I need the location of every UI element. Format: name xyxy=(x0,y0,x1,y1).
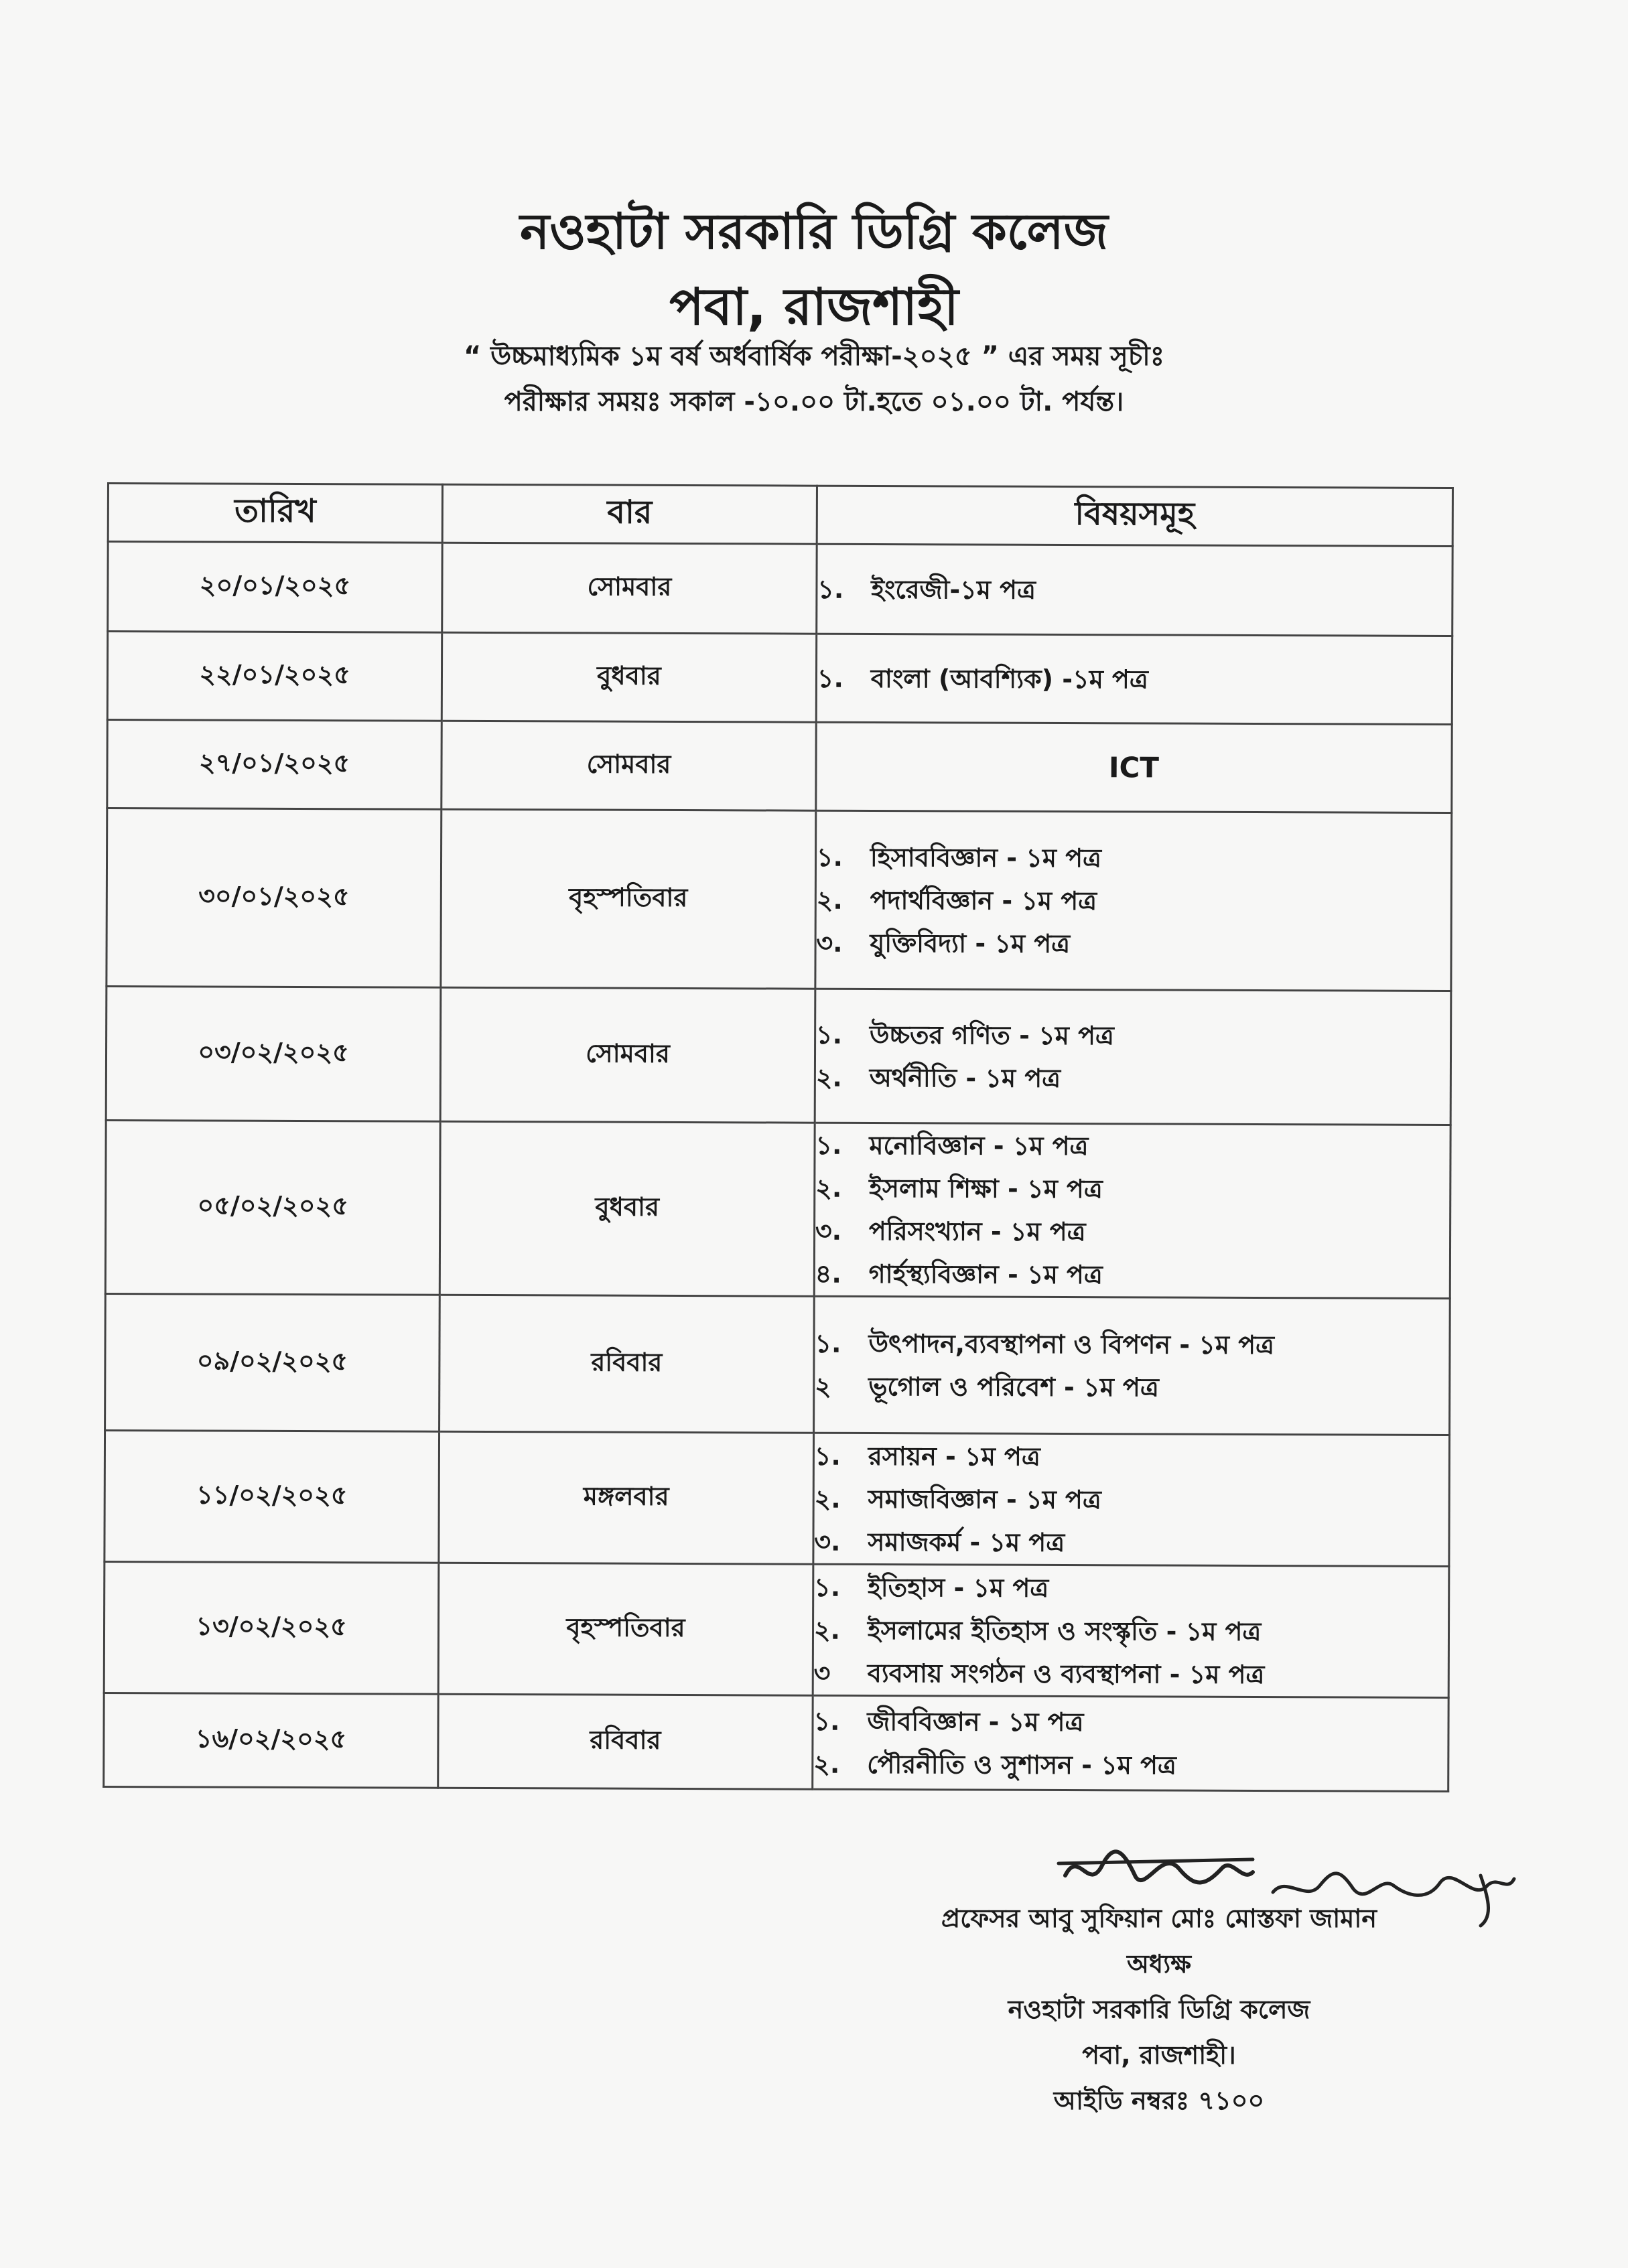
subject-number: ১. xyxy=(817,574,844,604)
signatory-designation: অধ্যক্ষ xyxy=(1126,1949,1191,1979)
college-location: পবা, রাজশাহী xyxy=(669,277,959,336)
subject-name: যুক্তিবিদ্যা - ১ম পত্র xyxy=(870,928,1071,959)
subject-number: ১. xyxy=(815,1019,843,1050)
signatory-block xyxy=(871,1896,1447,2123)
row-subjects xyxy=(813,1564,1449,1697)
subject-item xyxy=(815,1364,1448,1409)
subject-single: ICT xyxy=(1108,751,1160,784)
row-subjects xyxy=(815,989,1451,1125)
row-day: বৃহস্পতিবার xyxy=(438,1563,813,1695)
subject-item xyxy=(817,835,1450,880)
row-day: রবিবার xyxy=(439,1295,814,1433)
row-subjects xyxy=(815,810,1452,991)
row-date: ০৯/০২/২০২৫ xyxy=(105,1293,440,1431)
row-day: বুধবার xyxy=(442,632,816,722)
subject-number: ২. xyxy=(813,1749,840,1779)
subject-name: ব্যবসায় সংগঠন ও ব্যবস্থাপনা - ১ম পত্র xyxy=(867,1658,1265,1689)
subject-item xyxy=(814,1477,1448,1522)
row-date: ২৭/০১/২০২৫ xyxy=(107,720,442,810)
row-date: ২২/০১/২০২৫ xyxy=(107,632,442,721)
table-row xyxy=(105,1120,1450,1298)
subject-name: ইসলাম শিক্ষা - ১ম পত্র xyxy=(869,1173,1103,1204)
row-date: ০৫/০২/২০২৫ xyxy=(105,1120,440,1295)
subject-number: ৩. xyxy=(814,1527,841,1557)
subject-item xyxy=(816,921,1450,966)
subject-item xyxy=(817,567,1451,612)
subject-number: ২. xyxy=(814,1484,841,1514)
subject-name: উৎপাদন,ব্যবস্থাপনা ও বিপণন - ১ম পত্র xyxy=(868,1328,1275,1360)
table-row xyxy=(106,987,1451,1125)
subject-item xyxy=(815,1322,1448,1366)
subject-number: ২. xyxy=(813,1615,841,1645)
signatory-location: পবা, রাজশাহী। xyxy=(1082,2040,1236,2070)
subject-item xyxy=(815,1210,1449,1255)
subject-item xyxy=(814,1565,1448,1610)
subject-number: ২. xyxy=(816,885,843,915)
subject-name: গার্হস্থ্যবিজ্ঞান - ১ম পত্র xyxy=(868,1259,1103,1290)
exam-time: পরীক্ষার সময়ঃ সকাল -১০.০০ টা.হতে ০১.০০ টা. পর্যন্ত। xyxy=(504,386,1124,417)
subject-name: ইতিহাস - ১ম পত্র xyxy=(868,1572,1049,1603)
subject-item xyxy=(814,1520,1448,1565)
subject-name: হিসাববিজ্ঞান - ১ম পত্র xyxy=(870,842,1102,873)
row-day: মঙ্গলবার xyxy=(439,1431,813,1564)
subject-number: ২. xyxy=(815,1173,842,1203)
subject-number: ৩. xyxy=(816,928,843,958)
table-row xyxy=(107,720,1452,813)
college-name: নওহাটা সরকারি ডিগ্রি কলেজ xyxy=(520,203,1108,261)
signatory-college: নওহাটা সরকারি ডিগ্রি কলেজ xyxy=(1008,1995,1310,2024)
subject-number: ২ xyxy=(815,1371,831,1401)
subject-name: বাংলা (আবশ্যিক) -১ম পত্র xyxy=(870,663,1148,694)
subject-name: অর্থনীতি - ১ম পত্র xyxy=(869,1062,1061,1093)
table-body xyxy=(104,542,1452,1792)
subject-number: ১. xyxy=(813,1706,840,1736)
table-row xyxy=(107,632,1452,725)
subject-name: জীববিজ্ঞান - ১ম পত্র xyxy=(867,1706,1084,1737)
subject-item xyxy=(817,656,1451,701)
header-day: বার xyxy=(442,484,817,544)
row-subjects xyxy=(816,634,1452,724)
row-day: বুধবার xyxy=(439,1121,815,1296)
row-subjects xyxy=(817,544,1453,636)
subject-item xyxy=(815,1434,1448,1479)
table-row xyxy=(105,1430,1450,1566)
subject-name: মনোবিজ্ঞান - ১ম পত্র xyxy=(869,1130,1089,1161)
subject-name: ভূগোল ও পরিবেশ - ১ম পত্র xyxy=(868,1371,1159,1402)
subject-name: রসায়ন - ১ম পত্র xyxy=(868,1441,1040,1472)
subject-number: ৪. xyxy=(815,1259,841,1289)
subject-number: ৩ xyxy=(813,1658,831,1688)
subject-number: ১. xyxy=(817,663,844,693)
subject-item xyxy=(816,1013,1450,1058)
subject-name: ইসলামের ইতিহাস ও সংস্কৃতি - ১ম পত্র xyxy=(867,1615,1262,1646)
row-date: ০৩/০২/২০২৫ xyxy=(106,987,441,1122)
row-date: ১১/০২/২০২৫ xyxy=(105,1430,439,1563)
row-date: ১৩/০২/২০২৫ xyxy=(104,1561,439,1694)
exam-title: “ উচ্চমাধ্যমিক ১ম বর্ষ অর্ধবার্ষিক পরীক্ষা-২০২৫ ” এর সময় সূচীঃ xyxy=(463,341,1165,372)
table-row xyxy=(104,1561,1449,1697)
signatory-name: প্রফেসর আবু সুফিয়ান মোঃ মোস্তফা জামান xyxy=(941,1904,1377,1933)
subject-name: সমাজকর্ম - ১ম পত্র xyxy=(868,1527,1065,1557)
header-subjects: বিষয়সমূহ xyxy=(817,486,1452,546)
table-row xyxy=(104,1693,1448,1791)
row-day: সোমবার xyxy=(442,721,816,810)
subject-item xyxy=(815,1124,1449,1169)
subject-item xyxy=(814,1651,1448,1696)
row-subjects xyxy=(813,1433,1450,1566)
row-date: ৩০/০১/২০২৫ xyxy=(107,808,442,988)
signatory-id: আইডি নম্বরঃ ৭১০০ xyxy=(1053,2086,1265,2115)
table-row xyxy=(105,1293,1450,1435)
subject-item xyxy=(816,1056,1450,1101)
row-subjects xyxy=(813,1695,1449,1791)
subject-name: ইংরেজী-১ম পত্র xyxy=(871,574,1036,605)
row-date: ২০/০১/২০২৫ xyxy=(108,542,443,633)
subject-name: পৌরনীতি ও সুশাসন - ১ম পত্র xyxy=(867,1749,1176,1780)
row-day: সোমবার xyxy=(442,543,817,634)
subject-number: ১. xyxy=(814,1441,841,1471)
subject-number: ১. xyxy=(814,1572,841,1602)
table-row xyxy=(107,808,1452,991)
subject-name: সমাজবিজ্ঞান - ১ম পত্র xyxy=(868,1484,1101,1514)
subject-item xyxy=(813,1699,1447,1744)
row-subjects xyxy=(816,722,1452,812)
row-day: সোমবার xyxy=(440,987,815,1123)
subject-item xyxy=(815,1253,1449,1297)
row-day: বৃহস্পতিবার xyxy=(441,809,816,989)
subject-item xyxy=(817,878,1450,923)
subject-item xyxy=(815,1167,1449,1212)
row-date: ১৬/০২/২০২৫ xyxy=(104,1693,439,1788)
table-row xyxy=(108,542,1452,636)
subject-number: ১. xyxy=(815,1328,841,1358)
subject-item xyxy=(813,1742,1447,1787)
row-subjects xyxy=(813,1296,1450,1435)
subject-item xyxy=(814,1608,1448,1653)
subject-name: পরিসংখ্যান - ১ম পত্র xyxy=(868,1216,1086,1247)
row-subjects xyxy=(814,1123,1450,1298)
subject-number: ৩. xyxy=(815,1216,842,1246)
subject-number: ১. xyxy=(816,842,843,872)
subject-number: ২. xyxy=(815,1062,842,1092)
subject-number: ১. xyxy=(815,1130,842,1160)
header-date: তারিখ xyxy=(108,484,442,543)
exam-schedule-table xyxy=(103,482,1454,1792)
subject-name: উচ্চতর গণিত - ১ম পত্র xyxy=(869,1019,1114,1050)
table-header-row xyxy=(108,484,1452,547)
row-day: রবিবার xyxy=(438,1694,813,1789)
subject-name: পদার্থবিজ্ঞান - ১ম পত্র xyxy=(870,885,1097,916)
